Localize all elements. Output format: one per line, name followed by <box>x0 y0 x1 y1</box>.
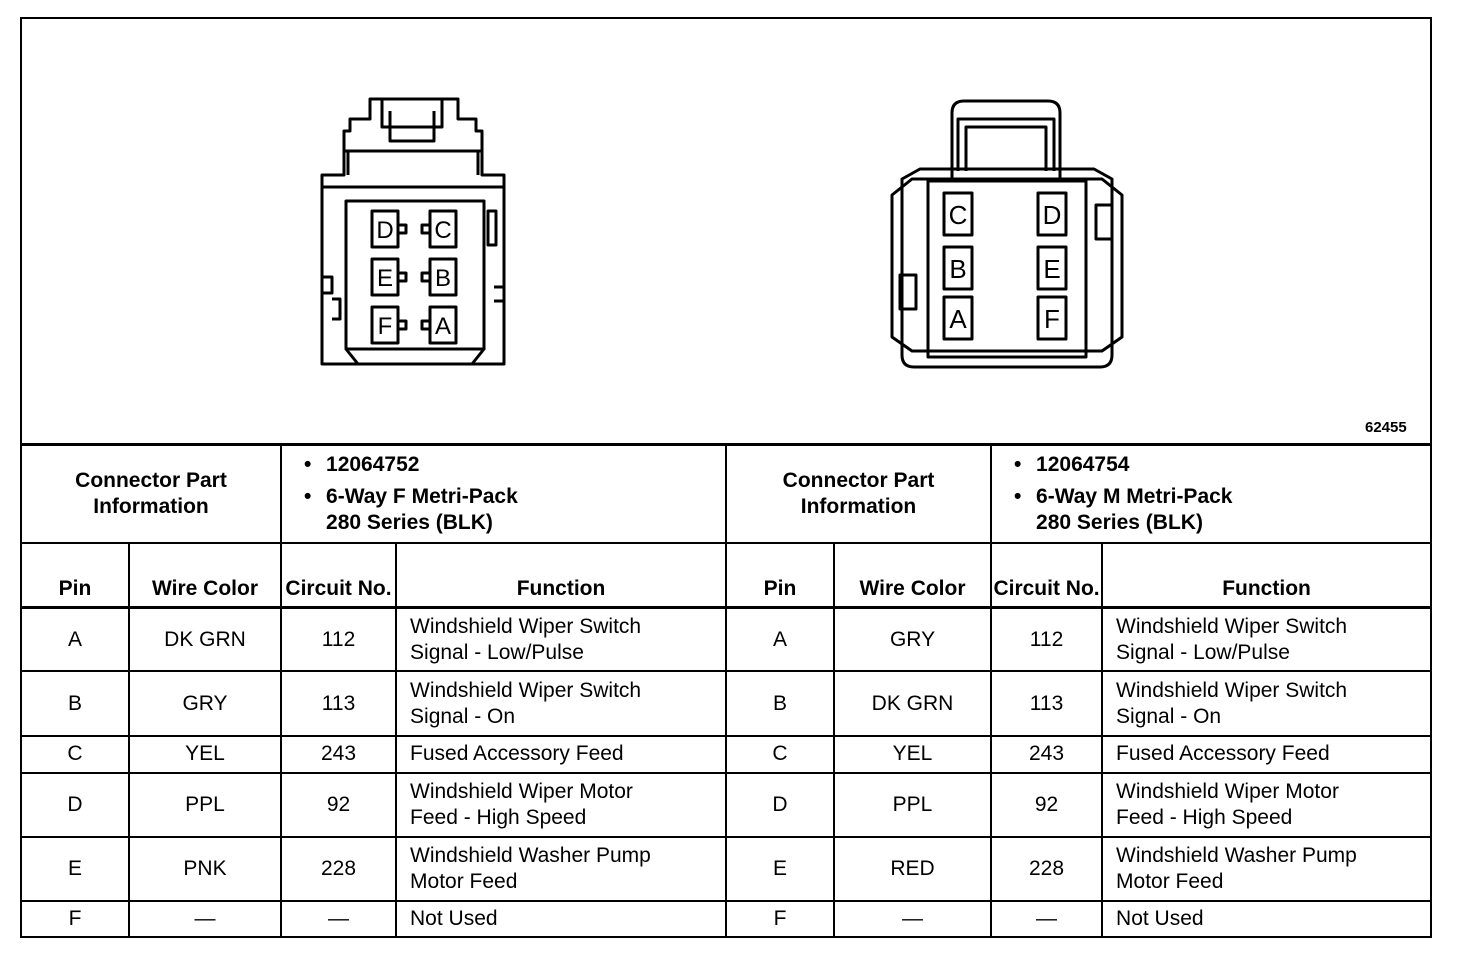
wire-color-cell: GRY <box>129 671 281 735</box>
function-line1: Windshield Wiper Switch <box>410 614 642 638</box>
male-pin-label: B <box>949 254 967 284</box>
pin-cell: C <box>726 736 834 773</box>
function-line1: Windshield Wiper Switch <box>410 678 642 702</box>
female-pin-label: F <box>377 313 393 340</box>
circuit-cell: 112 <box>281 607 396 671</box>
connector-part-details <box>281 445 726 544</box>
table-row <box>22 607 1430 671</box>
function-line2: Signal - Low/Pulse <box>410 640 584 664</box>
connector-diagram-sheet <box>20 17 1432 938</box>
header-wire-color: Wire Color <box>129 543 281 607</box>
male-pin-labels <box>949 200 1062 334</box>
connector-drawings <box>22 19 1430 443</box>
function-line1: Windshield Wiper Motor <box>410 779 633 803</box>
connector-info-label <box>726 445 991 544</box>
female-pin-label: D <box>376 217 394 244</box>
connector-description <box>304 484 725 536</box>
function-line1: Windshield Washer Pump <box>410 843 651 867</box>
circuit-cell: 112 <box>991 607 1102 671</box>
header-pin: Pin <box>726 543 834 607</box>
pin-cell: E <box>22 837 129 901</box>
circuit-cell: — <box>991 901 1102 936</box>
function-cell <box>396 773 726 837</box>
circuit-cell: 113 <box>991 671 1102 735</box>
header-function: Function <box>396 543 726 607</box>
male-pin-label: A <box>949 304 967 334</box>
function-line2: Feed - High Speed <box>1116 805 1293 829</box>
function-line2: Motor Feed <box>410 869 518 893</box>
connector-description-line1: 6-Way F Metri-Pack <box>326 485 518 508</box>
function-line1: Windshield Washer Pump <box>1116 843 1357 867</box>
male-pin-label: C <box>948 200 968 230</box>
function-line2: Motor Feed <box>1116 869 1224 893</box>
connector-description-line2: 280 Series (BLK) <box>326 511 493 534</box>
function-cell <box>1102 736 1430 773</box>
wire-color-cell: PPL <box>834 773 991 837</box>
pin-cell: D <box>726 773 834 837</box>
function-cell <box>396 837 726 901</box>
connector-info-label-text: Connector Part Information <box>782 469 935 519</box>
pin-cell: F <box>22 901 129 936</box>
header-function: Function <box>1102 543 1430 607</box>
connector-illustrations <box>22 19 1430 443</box>
circuit-cell: 92 <box>991 773 1102 837</box>
connector-description <box>1014 484 1430 536</box>
function-cell <box>396 607 726 671</box>
circuit-cell: 243 <box>281 736 396 773</box>
male-pin-label: D <box>1042 200 1062 230</box>
circuit-cell: 113 <box>281 671 396 735</box>
male-pin-label: F <box>1044 304 1060 334</box>
wire-color-cell: — <box>129 901 281 936</box>
table-row <box>22 901 1430 936</box>
pin-cell: C <box>22 736 129 773</box>
female-pin-label: A <box>434 313 452 340</box>
function-line1: Fused Accessory Feed <box>410 742 624 766</box>
pin-cell: B <box>726 671 834 735</box>
female-pin-label: C <box>434 217 452 244</box>
function-cell <box>1102 773 1430 837</box>
wire-color-cell: PPL <box>129 773 281 837</box>
connector-info-row <box>22 445 1430 544</box>
header-wire-color: Wire Color <box>834 543 991 607</box>
female-connector-face <box>322 99 504 364</box>
function-line1: Not Used <box>1116 906 1204 930</box>
part-number: • 12064754 <box>1014 452 1430 478</box>
wire-color-cell: YEL <box>129 736 281 773</box>
circuit-cell: 228 <box>281 837 396 901</box>
figure-reference-number: 62455 <box>1365 419 1407 436</box>
male-connector-face <box>892 101 1122 367</box>
function-cell <box>396 736 726 773</box>
pin-cell: A <box>22 607 129 671</box>
circuit-cell: 92 <box>281 773 396 837</box>
header-circuit-no: Circuit No. <box>991 543 1102 607</box>
table-row <box>22 736 1430 773</box>
pin-rows <box>22 607 1430 936</box>
function-line2: Signal - On <box>410 704 516 728</box>
connector-part-details <box>991 445 1430 544</box>
female-pin-label: E <box>376 265 394 292</box>
part-number: • 12064752 <box>304 452 725 478</box>
table-row <box>22 671 1430 735</box>
circuit-cell: 243 <box>991 736 1102 773</box>
function-line1: Windshield Wiper Switch <box>1116 678 1348 702</box>
function-line1: Not Used <box>410 906 498 930</box>
pin-cell: B <box>22 671 129 735</box>
connector-description-line1: 6-Way M Metri-Pack <box>1036 485 1233 508</box>
pin-cell: A <box>726 607 834 671</box>
column-header-row <box>22 543 1430 607</box>
male-pin-label: E <box>1043 254 1061 284</box>
function-line2: Signal - Low/Pulse <box>1116 640 1290 664</box>
function-cell <box>396 901 726 936</box>
function-line1: Windshield Wiper Motor <box>1116 779 1339 803</box>
function-cell <box>1102 607 1430 671</box>
connector-info-label-text: Connector Part Information <box>75 469 227 519</box>
wire-color-cell: DK GRN <box>834 671 991 735</box>
function-line2: Signal - On <box>1116 704 1222 728</box>
female-pin-label: B <box>434 265 452 292</box>
function-line1: Windshield Wiper Switch <box>1116 614 1348 638</box>
wire-color-cell: RED <box>834 837 991 901</box>
wire-color-cell: PNK <box>129 837 281 901</box>
female-pin-labels <box>376 217 451 340</box>
wire-color-cell: GRY <box>834 607 991 671</box>
function-line2: Feed - High Speed <box>410 805 587 829</box>
function-cell <box>396 671 726 735</box>
connector-description-line2: 280 Series (BLK) <box>1036 511 1203 534</box>
table-row <box>22 837 1430 901</box>
wire-color-cell: — <box>834 901 991 936</box>
header-circuit-no: Circuit No. <box>281 543 396 607</box>
function-cell <box>1102 837 1430 901</box>
function-cell <box>1102 671 1430 735</box>
pin-cell: D <box>22 773 129 837</box>
wire-color-cell: YEL <box>834 736 991 773</box>
function-line1: Fused Accessory Feed <box>1116 742 1330 766</box>
header-pin: Pin <box>22 543 129 607</box>
table-row <box>22 773 1430 837</box>
connector-pinout-table <box>22 443 1430 936</box>
wire-color-cell: DK GRN <box>129 607 281 671</box>
function-cell <box>1102 901 1430 936</box>
circuit-cell: — <box>281 901 396 936</box>
circuit-cell: 228 <box>991 837 1102 901</box>
pin-cell: F <box>726 901 834 936</box>
pin-cell: E <box>726 837 834 901</box>
connector-info-label <box>22 445 281 544</box>
